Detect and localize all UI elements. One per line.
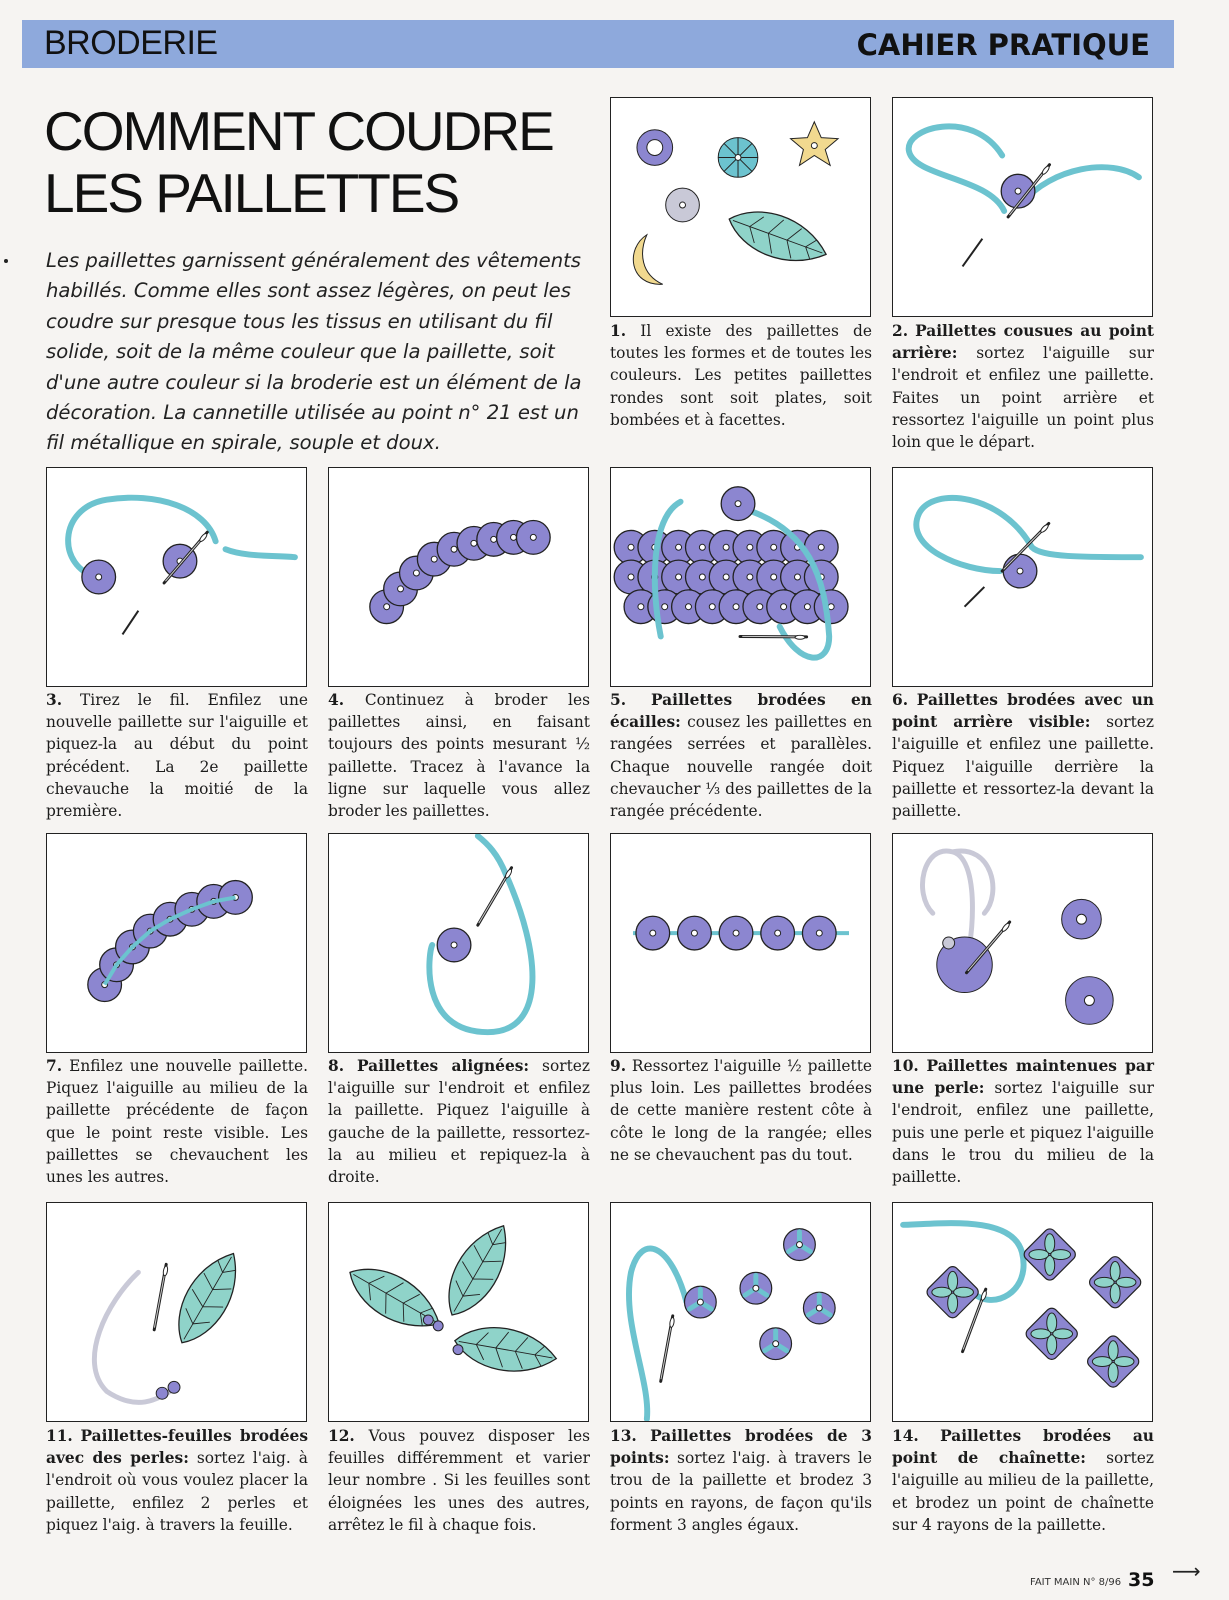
illustration-3	[46, 467, 307, 687]
illustration-9	[610, 833, 871, 1053]
caption-9: 9. Ressortez l'aiguille ½ paillette plus loin. Les paillettes brodées de cette manière restent côte à côte le long de la rangée; elles ne se chevauchent pas du tout.	[610, 1057, 872, 1164]
caption-1: 1. Il existe des paillettes de toutes les formes et de toutes les couleurs. Les petites paillettes rondes sont soit plates, soit bombées et à facettes.	[610, 322, 872, 429]
illustration-4	[328, 467, 589, 687]
intro-paragraph: Les paillettes garnissent généralement des vêtements habillés. Comme elles sont assez légères, on peut les coudre sur presque tous les tissus en utilisant du fil solide, soit de la même couleur que la paillette, soit d'une autre couleur si la broderie est un élément de la décoration. La cannetille utilisée au point n° 21 est un fil métallique en spirale, souple et doux.	[46, 249, 582, 455]
caption-4: 4. Continuez à broder les paillettes ainsi, en faisant toujours des points mesurant ½ paillette. Tracez à l'avance la ligne sur laquelle vous allez broder les paillettes.	[328, 691, 590, 821]
rubric-label: CAHIER PRATIQUE	[856, 28, 1150, 62]
flower-sequin-icon	[718, 138, 758, 178]
sequin-icon	[666, 188, 700, 222]
page-number: 35	[1128, 1569, 1155, 1591]
illustration-11	[46, 1202, 307, 1422]
page-title	[44, 100, 604, 224]
section-label: BRODERIE	[44, 24, 218, 62]
title-line-1: COMMENT COUDRE	[44, 100, 553, 162]
illustration-5	[610, 467, 871, 687]
caption-5: 5. Paillettes brodées en écailles: cousez les paillettes en rangées serrées et parallèles. Chaque nouvelle rangée doit chevaucher ⅓ des paillettes de la rangée précédente.	[610, 691, 872, 821]
scale-sequin	[814, 590, 848, 624]
leaf-sequin-icon	[722, 200, 833, 274]
illustration-7	[46, 833, 307, 1053]
illustration-14	[892, 1202, 1153, 1422]
caption-7: 7. Enfilez une nouvelle paillette. Piquez l'aiguille au milieu de la paillette précédente de façon que le point reste visible. Les paillettes se chevauchent les unes les autres.	[46, 1057, 308, 1187]
caption-3: 3. Tirez le fil. Enfilez une nouvelle paillette sur l'aiguille et piquez-la au début du point précédent. La 2e paillette chevauche la moitié de la première.	[46, 691, 308, 821]
caption-2: 2. Paillettes cousues au point arrière: sortez l'aiguille sur l'endroit et enfilez une paillette. Faites un point arrière et ressortez l'aiguille un point plus loin que le départ.	[892, 322, 1154, 452]
moon-sequin-icon	[633, 235, 662, 285]
magazine-issue: FAIT MAIN N° 8/96	[1030, 1577, 1122, 1588]
title-line-2: LES PAILLETTES	[44, 162, 459, 224]
star-sequin-icon	[791, 122, 839, 166]
illustration-10	[892, 833, 1153, 1053]
sequin-row	[370, 521, 550, 624]
illustration-13	[610, 1202, 871, 1422]
caption-14: 14. Paillettes brodées au point de chaînette: sortez l'aiguille au milieu de la paillette, et brodez un point de chaînette sur 4 rayons de la paillette.	[892, 1427, 1154, 1534]
flower-sequin-icon	[637, 130, 673, 166]
caption-13: 13. Paillettes brodées de 3 points: sortez l'aig. à travers le trou de la paillette et brodez 3 points en rayons, de façon qu'ils forment 3 angles égaux.	[610, 1427, 872, 1534]
caption-10: 10. Paillettes maintenues par une perle: sortez l'aiguille sur l'endroit, enfilez une paillette, puis une perle et piquez l'aiguille dans le trou du milieu de la paillette.	[892, 1057, 1154, 1187]
illustration-2	[892, 97, 1153, 317]
illustration-8	[328, 833, 589, 1053]
illustration-1	[610, 97, 871, 317]
caption-6: 6. Paillettes brodées avec un point arrière visible: sortez l'aiguille et enfilez une paillette. Piquez l'aiguille derrière la paillette et ressortez-la devant la paillette.	[892, 691, 1154, 821]
next-page-arrow-icon: ⟶	[1172, 1559, 1201, 1583]
section-header	[22, 20, 1174, 68]
margin-mark	[4, 259, 8, 263]
caption-8: 8. Paillettes alignées: sortez l'aiguille sur l'endroit et enfilez la paillette. Piquez l'aiguille à gauche de la paillette, ressortez-la au milieu et repiquez-la à droite.	[328, 1057, 590, 1187]
illustration-6	[892, 467, 1153, 687]
caption-11: 11. Paillettes-feuilles brodées avec des perles: sortez l'aig. à l'endroit où vous voulez placer la paillette, enfilez 2 perles et piquez l'aig. à travers la feuille.	[46, 1427, 308, 1534]
illustration-12	[328, 1202, 589, 1422]
caption-12: 12. Vous pouvez disposer les feuilles différemment et varier leur nombre . Si les feuilles sont éloignées les unes des autres, arrêtez le fil à chaque fois.	[328, 1427, 590, 1534]
